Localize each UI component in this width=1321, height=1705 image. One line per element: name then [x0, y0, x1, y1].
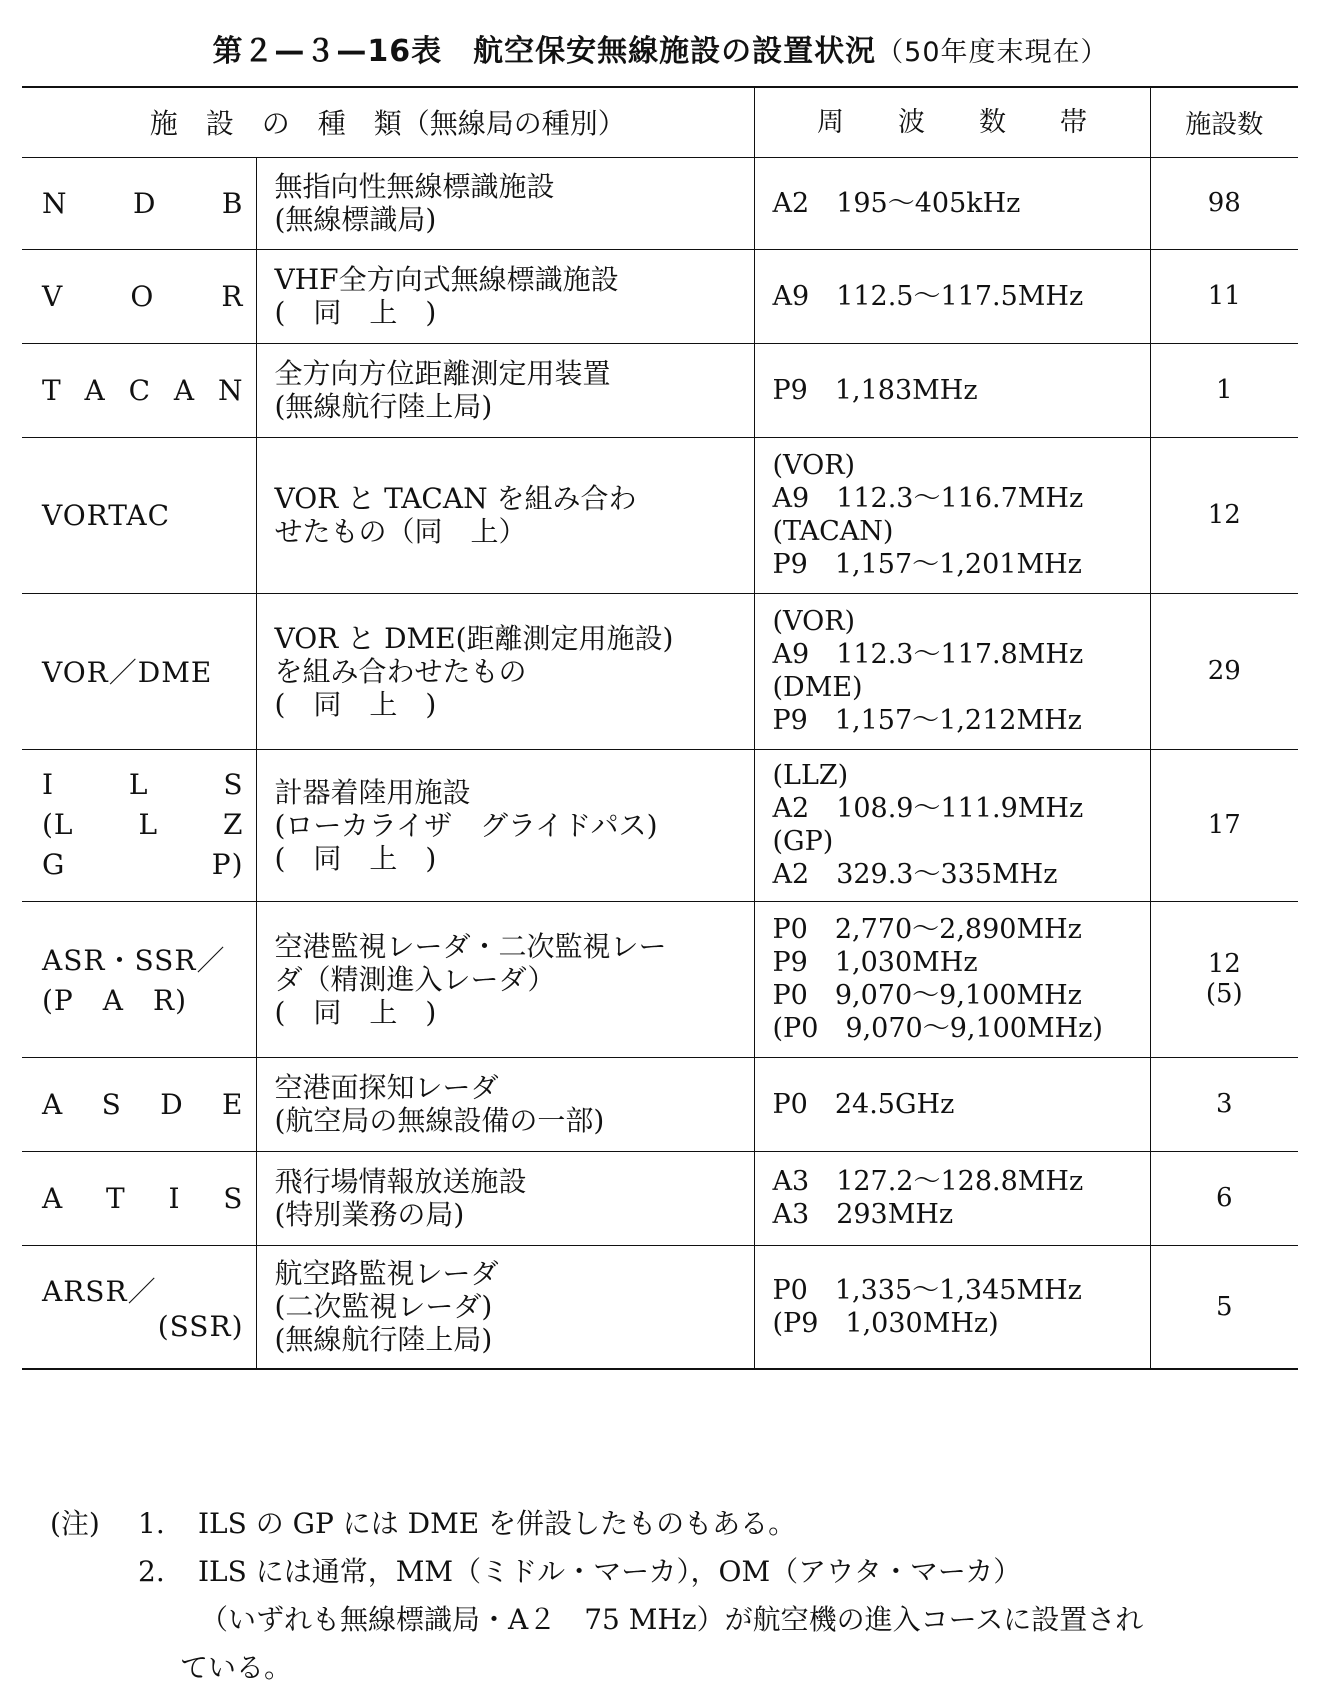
facility-description: [256, 157, 754, 249]
description-line: (無線標識局): [274, 203, 437, 236]
table-row: [22, 343, 1298, 437]
facility-name-part: C: [128, 373, 152, 407]
frequency-line: A9 112.5～117.5MHz: [772, 280, 1084, 312]
count-line: 12: [1207, 949, 1241, 979]
note-continuation-end: ている。: [180, 1651, 293, 1684]
facility-count: 5: [1150, 1245, 1298, 1369]
frequency-line: P9 1,157～1,201MHz: [772, 549, 1082, 580]
facility-count: 29: [1150, 593, 1298, 749]
table-row: [22, 249, 1298, 343]
facility-name-part: B: [221, 186, 244, 220]
facility-count: 98: [1150, 157, 1298, 249]
description-line: ( 同 上 ): [274, 296, 437, 329]
frequency-band: [754, 157, 1150, 249]
facility-name-part: S: [101, 1087, 122, 1121]
facility-name-part: D: [132, 186, 157, 220]
note-number: 2.: [138, 1555, 165, 1588]
facility-name-part: V: [42, 279, 64, 313]
facility-name: [22, 1057, 256, 1151]
facility-name-part: Z: [223, 808, 244, 841]
description-line: ( 同 上 ): [274, 841, 437, 875]
description-line: せたもの（同 上）: [274, 515, 527, 548]
facility-name-part: N: [42, 186, 68, 220]
facility-name-part: VOR／DME: [42, 656, 213, 689]
facility-name: [22, 1151, 256, 1245]
description-line: 飛行場情報放送施設: [274, 1165, 527, 1198]
frequency-line: (GP): [772, 826, 834, 857]
facility-count: [1150, 901, 1298, 1057]
description-line: VOR と TACAN を組み合わ: [274, 482, 637, 515]
facility-description: [256, 1245, 754, 1369]
frequency-band: [754, 343, 1150, 437]
note-item: [50, 1500, 1290, 1548]
facility-name-part: R: [221, 279, 244, 313]
facility-count: 17: [1150, 749, 1298, 901]
facility-name-part: S: [223, 768, 244, 801]
table-title-sub: （50年度末現在）: [876, 37, 1109, 68]
table-row: [22, 1151, 1298, 1245]
frequency-line: P0 1,335～1,345MHz: [772, 1274, 1082, 1306]
facility-table: [22, 86, 1298, 1370]
description-line: (無線航行陸上局): [274, 390, 493, 423]
table-title: [0, 26, 1321, 70]
facility-name-part: T: [106, 1181, 126, 1215]
description-line: (無線航行陸上局): [274, 1323, 493, 1357]
table-row: [22, 1245, 1298, 1369]
header-freq: 周 波 数 帯: [754, 87, 1150, 157]
facility-name-part: A: [42, 1181, 64, 1215]
frequency-line: (P0 9,070～9,100MHz): [772, 1013, 1103, 1044]
facility-name-line: ASR・SSR／: [42, 944, 226, 977]
table-row: [22, 437, 1298, 593]
table-row: [22, 1057, 1298, 1151]
frequency-band: [754, 901, 1150, 1057]
frequency-line: P9 1,157～1,212MHz: [772, 705, 1082, 736]
facility-name: [22, 249, 256, 343]
description-line: (航空局の無線設備の一部): [274, 1104, 605, 1137]
frequency-line: (VOR): [772, 606, 856, 637]
facility-name: [22, 901, 256, 1057]
frequency-band: [754, 1245, 1150, 1369]
facility-name-part: I: [168, 1181, 181, 1215]
description-line: ダ（精測進入レーダ）: [274, 962, 556, 996]
table-body: [22, 157, 1298, 1369]
frequency-band: [754, 1057, 1150, 1151]
frequency-line: P0 9,070～9,100MHz: [772, 980, 1082, 1011]
facility-name-part: VORTAC: [42, 498, 171, 532]
header-row: [22, 87, 1298, 157]
facility-name-part: A: [84, 373, 106, 407]
facility-name: [22, 437, 256, 593]
note-item: [50, 1548, 1290, 1596]
facility-name: [22, 343, 256, 437]
note-number: 1.: [138, 1507, 165, 1540]
frequency-line: A3 127.2～128.8MHz: [772, 1166, 1084, 1197]
note-label: (注): [50, 1507, 100, 1540]
header-type: 施 設 の 種 類（無線局の種別）: [149, 107, 626, 141]
frequency-band: [754, 593, 1150, 749]
table-row: [22, 157, 1298, 249]
frequency-band: [754, 249, 1150, 343]
facility-name-part: A: [42, 1087, 64, 1121]
note-text: ILS には通常，MM（ミドル・マーカ），OM（アウタ・マーカ）: [198, 1555, 1022, 1588]
facility-name-part: L: [128, 768, 149, 801]
description-line: 無指向性無線標識施設: [274, 170, 555, 203]
facility-description: [256, 593, 754, 749]
facility-name-part: N: [217, 373, 244, 407]
description-line: 全方向方位距離測定用装置: [274, 357, 611, 390]
facility-description: [256, 901, 754, 1057]
description-line: 計器着陸用施設: [274, 775, 471, 809]
facility-name-line: (SSR): [157, 1310, 244, 1344]
facility-count: 3: [1150, 1057, 1298, 1151]
frequency-line: A2 329.3～335MHz: [772, 859, 1058, 890]
frequency-line: A9 112.3～117.8MHz: [772, 639, 1084, 670]
facility-description: [256, 749, 754, 901]
frequency-line: P9 1,030MHz: [772, 947, 978, 978]
facility-name-part: (L: [42, 808, 74, 841]
facility-name-part: E: [222, 1087, 244, 1121]
description-line: (ローカライザ グライドパス): [274, 808, 658, 842]
facility-name-line: (P A R): [42, 984, 187, 1017]
facility-description: [256, 1151, 754, 1245]
note-text: ILS の GP には DME を併設したものもある。: [198, 1507, 797, 1540]
facility-name-part: P): [211, 848, 244, 881]
facility-name-part: D: [160, 1087, 184, 1121]
description-line: ( 同 上 ): [274, 687, 437, 721]
frequency-line: A3 293MHz: [772, 1199, 954, 1230]
description-line: 航空路監視レーダ: [274, 1257, 499, 1291]
description-line: を組み合わせたもの: [274, 654, 527, 688]
frequency-line: (DME): [772, 672, 863, 703]
frequency-line: A9 112.3～116.7MHz: [772, 483, 1084, 514]
description-line: VHF全方向式無線標識施設: [274, 263, 619, 296]
facility-name: [22, 593, 256, 749]
facility-description: [256, 343, 754, 437]
facility-name: [22, 749, 256, 901]
facility-count: 1: [1150, 343, 1298, 437]
facility-count: 11: [1150, 249, 1298, 343]
frequency-band: [754, 749, 1150, 901]
table-row: [22, 749, 1298, 901]
frequency-line: A2 108.9～111.9MHz: [772, 793, 1084, 824]
description-line: 空港監視レーダ・二次監視レー: [274, 929, 667, 963]
facility-description: [256, 437, 754, 593]
description-line: (二次監視レーダ): [274, 1290, 493, 1324]
facility-description: [256, 1057, 754, 1151]
facility-name-line: ARSR／: [42, 1275, 157, 1309]
facility-name-part: S: [223, 1181, 244, 1215]
table-title-main: 第２—３—16表 航空保安無線施設の設置状況: [212, 34, 877, 69]
frequency-line: (LLZ): [772, 760, 849, 791]
facility-name-part: L: [138, 808, 159, 841]
facility-count: 6: [1150, 1151, 1298, 1245]
frequency-line: P0 24.5GHz: [772, 1088, 955, 1120]
description-line: ( 同 上 ): [274, 995, 437, 1029]
facility-name-part: O: [130, 279, 155, 313]
note-continuation: （いずれも無線標識局・A２ 75 MHz）が航空機の進入コースに設置され: [200, 1603, 1144, 1636]
frequency-line: A2 195～405kHz: [772, 187, 1021, 219]
facility-name: [22, 157, 256, 249]
table-row: [22, 901, 1298, 1057]
facility-name: [22, 1245, 256, 1369]
facility-name-part: I: [42, 768, 55, 801]
facility-name-part: A: [173, 373, 196, 407]
frequency-line: (TACAN): [772, 516, 894, 547]
facility-name-part: T: [42, 373, 62, 407]
description-line: (特別業務の局): [274, 1198, 465, 1231]
frequency-line: (VOR): [772, 450, 856, 481]
facility-name-part: G: [42, 848, 66, 881]
frequency-band: [754, 437, 1150, 593]
notes: [50, 1500, 1290, 1692]
facility-description: [256, 249, 754, 343]
description-line: 空港面探知レーダ: [274, 1071, 499, 1104]
frequency-line: P0 2,770～2,890MHz: [772, 914, 1082, 945]
header-count: 施設数: [1150, 87, 1298, 157]
frequency-band: [754, 1151, 1150, 1245]
frequency-line: (P9 1,030MHz): [772, 1307, 999, 1339]
facility-count: 12: [1150, 437, 1298, 593]
table-row: [22, 593, 1298, 749]
frequency-line: P9 1,183MHz: [772, 374, 978, 406]
description-line: VOR と DME(距離測定用施設): [274, 621, 674, 655]
count-line: (5): [1205, 979, 1243, 1009]
